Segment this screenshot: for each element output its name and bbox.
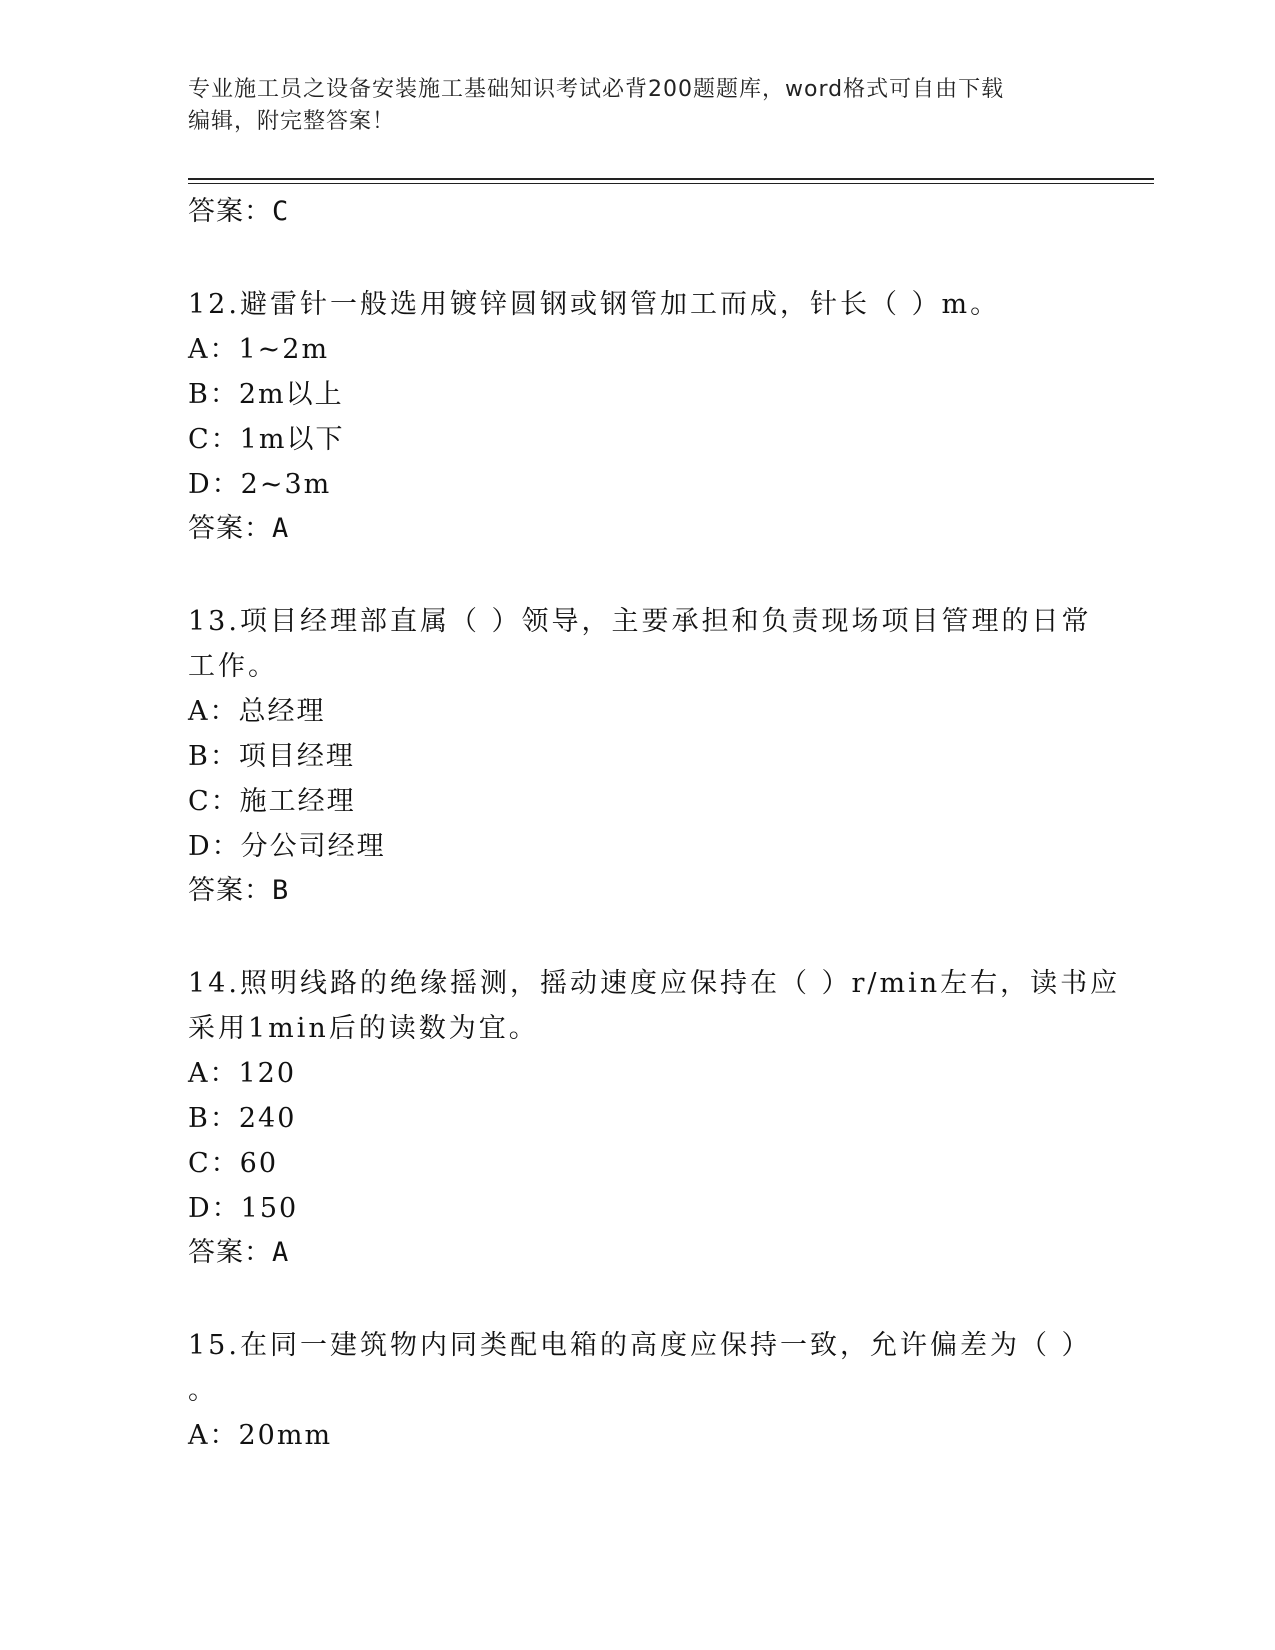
question-text-line-1: 13.项目经理部直属（ ）领导，主要承担和负责现场项目管理的日常 [188, 606, 1092, 637]
spacer [188, 234, 1128, 282]
option-c: C：施工经理 [188, 786, 356, 817]
spacer [188, 551, 1128, 599]
question-13 [188, 599, 1128, 913]
option-c: C：1m以下 [188, 424, 345, 455]
question-text-line-1: 15.在同一建筑物内同类配电箱的高度应保持一致，允许偏差为（ ） [188, 1330, 1092, 1361]
question-12 [188, 282, 1128, 551]
question-15 [188, 1323, 1128, 1458]
question-text: 12.避雷针一般选用镀锌圆钢或钢管加工而成，针长（ ）m。 [188, 289, 1001, 320]
spacer [188, 1275, 1128, 1323]
question-text-line-1: 14.照明线路的绝缘摇测，摇动速度应保持在（ ）r/min左右，读书应 [188, 968, 1121, 999]
answer-prev: 答案：C [188, 196, 290, 227]
header-divider-thin [188, 183, 1154, 184]
answer: 答案：A [188, 1237, 290, 1268]
option-b: B：项目经理 [188, 741, 355, 772]
answer: 答案：A [188, 513, 290, 544]
option-c: C：60 [188, 1148, 279, 1179]
option-b: B：240 [188, 1103, 297, 1134]
option-d: D：150 [188, 1193, 299, 1224]
option-a: A：1~2m [188, 334, 330, 365]
option-d: D：分公司经理 [188, 831, 386, 862]
option-a: A：总经理 [188, 696, 326, 727]
document-header [188, 74, 1088, 138]
option-b: B：2m以上 [188, 379, 344, 410]
spacer [188, 913, 1128, 961]
option-d: D：2~3m [188, 469, 332, 500]
option-a: A：120 [188, 1058, 297, 1089]
header-divider-thick [188, 178, 1154, 180]
header-line-1: 专业施工员之设备安装施工基础知识考试必背200题题库，word格式可自由下载 [188, 77, 1005, 102]
question-14 [188, 961, 1128, 1275]
answer: 答案：B [188, 875, 290, 906]
option-a: A：20mm [188, 1420, 333, 1451]
header-line-2: 编辑，附完整答案！ [188, 109, 396, 134]
document-body [188, 190, 1128, 1458]
question-text-line-2: 。 [188, 1375, 218, 1406]
question-text-line-2: 工作。 [188, 651, 278, 682]
question-text-line-2: 采用1min后的读数为宜。 [188, 1013, 539, 1044]
